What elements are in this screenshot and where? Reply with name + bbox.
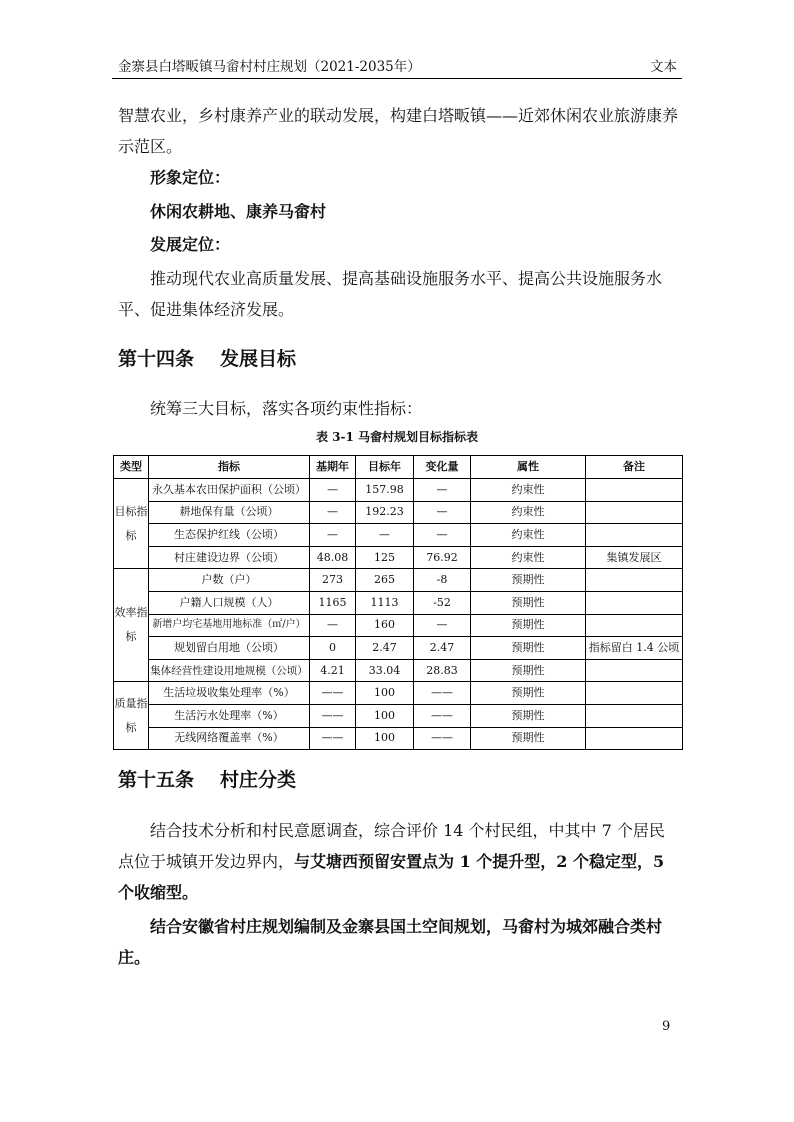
attribute-cell: 预期性 xyxy=(471,682,586,705)
target-cell: — xyxy=(356,524,414,547)
change-cell: -8 xyxy=(414,569,471,592)
note-cell xyxy=(586,524,683,547)
col-header-change: 变化量 xyxy=(414,456,471,479)
note-cell xyxy=(586,591,683,614)
indicator-cell: 生活垃圾收集处理率（%） xyxy=(149,682,310,705)
attribute-cell: 预期性 xyxy=(471,591,586,614)
table-row xyxy=(114,569,683,592)
header-divider xyxy=(112,78,682,79)
attribute-cell: 预期性 xyxy=(471,637,586,660)
target-cell: 157.98 xyxy=(356,479,414,502)
change-cell: —— xyxy=(414,682,471,705)
target-cell: 33.04 xyxy=(356,659,414,682)
article-14-heading xyxy=(118,344,296,371)
article-14-title: 发展目标 xyxy=(220,348,297,370)
indicator-cell: 无线网络覆盖率（%） xyxy=(149,727,310,750)
target-cell: 100 xyxy=(356,682,414,705)
article-15-title: 村庄分类 xyxy=(220,769,297,791)
col-header-indicator: 指标 xyxy=(149,456,310,479)
intro-paragraph: 智慧农业，乡村康养产业的联动发展，构建白塔畈镇——近郊休闲农业旅游康养示范区。 xyxy=(118,106,679,156)
change-cell: — xyxy=(414,501,471,524)
article-14-lead: 统筹三大目标，落实各项约束性指标： xyxy=(150,399,423,418)
table-row xyxy=(114,501,683,524)
attribute-cell: 约束性 xyxy=(471,524,586,547)
article-15-paragraph-1 xyxy=(118,815,678,908)
attribute-cell: 预期性 xyxy=(471,614,586,637)
col-header-target-year: 目标年 xyxy=(356,456,414,479)
attribute-cell: 预期性 xyxy=(471,727,586,750)
indicator-cell: 耕地保有量（公顷） xyxy=(149,501,310,524)
table-row xyxy=(114,682,683,705)
header-title: 金寨县白塔畈镇马畲村村庄规划（2021-2035年） xyxy=(118,59,421,75)
indicator-cell: 永久基本农田保护面积（公顷） xyxy=(149,479,310,502)
base-cell: 0 xyxy=(310,637,356,660)
note-cell xyxy=(586,614,683,637)
image-positioning-label: 形象定位： xyxy=(150,168,231,187)
note-cell: 集镇发展区 xyxy=(586,546,683,569)
change-cell: — xyxy=(414,479,471,502)
change-cell: —— xyxy=(414,727,471,750)
article-15-paragraph-1-text: 结合技术分析和村民意愿调查，综合评价 14 个村民组，中其中 7 个居民点位于城镇开发边界内， xyxy=(118,821,665,871)
base-cell: — xyxy=(310,501,356,524)
indicator-cell: 户数（户） xyxy=(149,569,310,592)
note-cell xyxy=(586,501,683,524)
base-cell: 1165 xyxy=(310,591,356,614)
table-header-row xyxy=(114,456,683,479)
note-cell xyxy=(586,682,683,705)
target-cell: 125 xyxy=(356,546,414,569)
table-row xyxy=(114,546,683,569)
dev-positioning-label: 发展定位： xyxy=(150,235,231,254)
change-cell: — xyxy=(414,524,471,547)
base-cell: — xyxy=(310,614,356,637)
change-cell: —— xyxy=(414,704,471,727)
table-row xyxy=(114,591,683,614)
article-15-number: 第十五条 xyxy=(118,769,195,791)
change-cell: -52 xyxy=(414,591,471,614)
attribute-cell: 预期性 xyxy=(471,659,586,682)
attribute-cell: 约束性 xyxy=(471,479,586,502)
note-cell xyxy=(586,569,683,592)
col-header-type: 类型 xyxy=(114,456,149,479)
target-cell: 100 xyxy=(356,704,414,727)
target-cell: 192.23 xyxy=(356,501,414,524)
table-caption: 表 3-1 马畲村规划目标指标表 xyxy=(315,430,479,444)
group-type-cell: 效率指标 xyxy=(114,569,149,682)
group-type-cell: 目标指标 xyxy=(114,479,149,569)
page-number: 9 xyxy=(662,1019,671,1034)
attribute-cell: 约束性 xyxy=(471,546,586,569)
indicator-cell: 户籍人口规模（人） xyxy=(149,591,310,614)
target-cell: 2.47 xyxy=(356,637,414,660)
base-cell: —— xyxy=(310,704,356,727)
indicator-cell: 规划留白用地（公顷） xyxy=(149,637,310,660)
change-cell: 28.83 xyxy=(414,659,471,682)
indicator-cell: 生活污水处理率（%） xyxy=(149,704,310,727)
dev-positioning-text: 推动现代农业高质量发展、提高基础设施服务水平、提高公共设施服务水平、促进集体经济发展。 xyxy=(118,269,663,319)
table-row xyxy=(114,704,683,727)
image-positioning-value: 休闲农耕地、康养马畲村 xyxy=(150,202,327,221)
note-cell: 指标留白 1.4 公顷 xyxy=(586,637,683,660)
base-cell: 4.21 xyxy=(310,659,356,682)
base-cell: — xyxy=(310,479,356,502)
attribute-cell: 预期性 xyxy=(471,569,586,592)
indicator-cell: 新增户均宅基地用地标准（㎡/户） xyxy=(149,614,310,637)
article-15-heading xyxy=(118,765,296,792)
indicator-cell: 集体经营性建设用地规模（公顷） xyxy=(149,659,310,682)
group-type-cell: 质量指标 xyxy=(114,682,149,750)
base-cell: 48.08 xyxy=(310,546,356,569)
table-row xyxy=(114,659,683,682)
change-cell: — xyxy=(414,614,471,637)
article-14-number: 第十四条 xyxy=(118,348,195,370)
planning-indicator-table xyxy=(113,455,683,750)
col-header-attribute: 属性 xyxy=(471,456,586,479)
change-cell: 2.47 xyxy=(414,637,471,660)
base-cell: 273 xyxy=(310,569,356,592)
article-15-paragraph-2: 结合安徽省村庄规划编制及金寨县国土空间规划，马畲村为城郊融合类村庄。 xyxy=(118,917,663,967)
indicator-cell: 村庄建设边界（公顷） xyxy=(149,546,310,569)
attribute-cell: 约束性 xyxy=(471,501,586,524)
table-row xyxy=(114,637,683,660)
note-cell xyxy=(586,479,683,502)
base-cell: — xyxy=(310,524,356,547)
target-cell: 265 xyxy=(356,569,414,592)
target-cell: 100 xyxy=(356,727,414,750)
col-header-note: 备注 xyxy=(586,456,683,479)
article-15-paragraph-1-emphasis: 与艾塘西预留安置点为 1 个提升型，2 个稳定型，5 个收缩型。 xyxy=(118,852,665,902)
note-cell xyxy=(586,659,683,682)
base-cell: —— xyxy=(310,727,356,750)
change-cell: 76.92 xyxy=(414,546,471,569)
table-row xyxy=(114,727,683,750)
attribute-cell: 预期性 xyxy=(471,704,586,727)
base-cell: —— xyxy=(310,682,356,705)
indicator-cell: 生态保护红线（公顷） xyxy=(149,524,310,547)
table-row xyxy=(114,524,683,547)
table-row xyxy=(114,614,683,637)
note-cell xyxy=(586,704,683,727)
col-header-base-year: 基期年 xyxy=(310,456,356,479)
header-section: 文本 xyxy=(650,59,677,75)
table-row xyxy=(114,479,683,502)
note-cell xyxy=(586,727,683,750)
target-cell: 160 xyxy=(356,614,414,637)
target-cell: 1113 xyxy=(356,591,414,614)
